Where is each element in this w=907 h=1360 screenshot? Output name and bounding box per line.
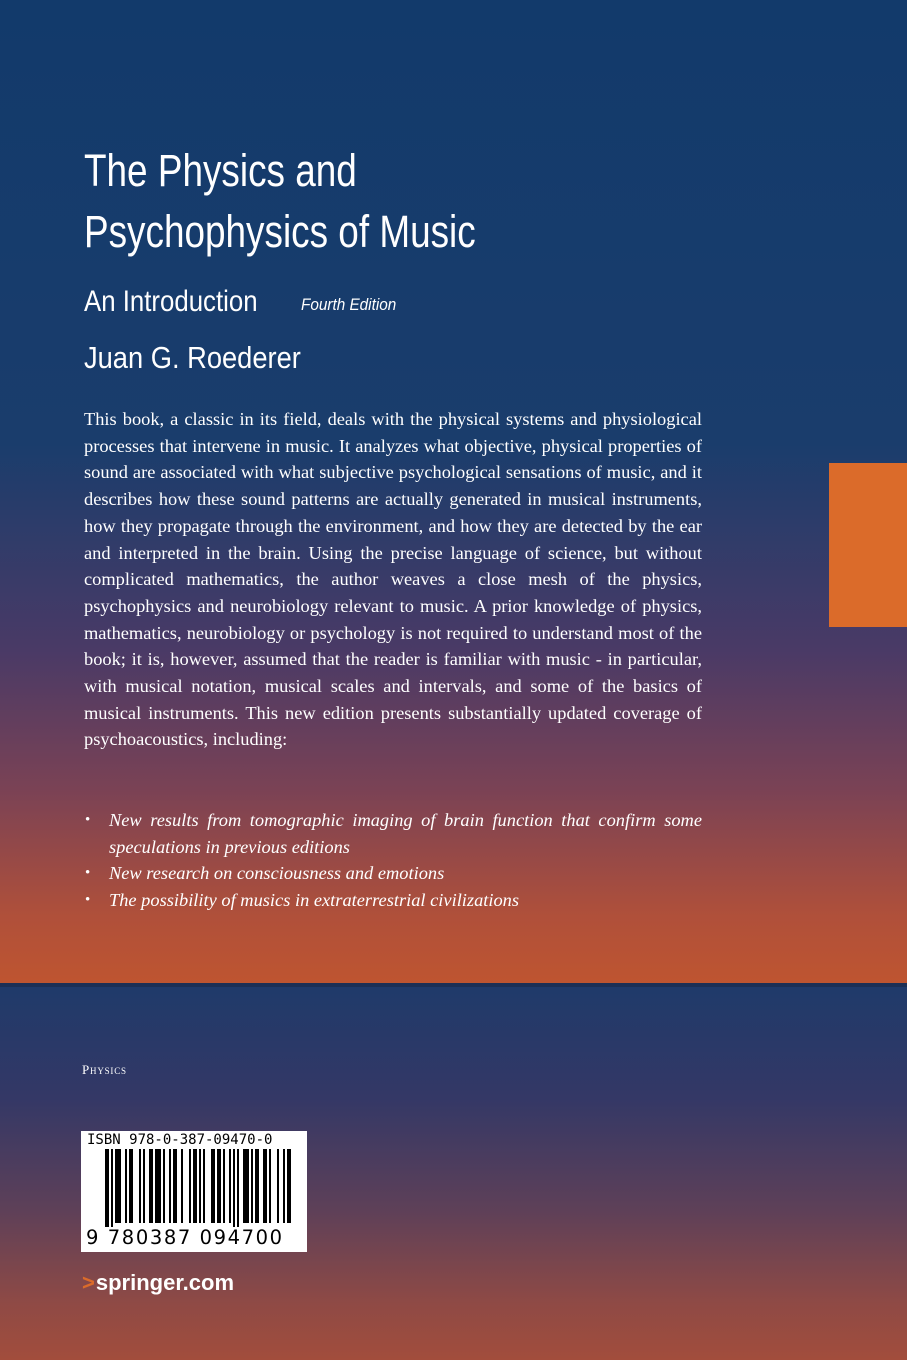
- barcode-bars: [105, 1149, 295, 1227]
- publisher-url[interactable]: [82, 1270, 234, 1296]
- barcode-bar: [229, 1149, 231, 1223]
- barcode-bar: [283, 1149, 285, 1223]
- edition-label: Fourth Edition: [301, 295, 397, 314]
- barcode-bar: [269, 1149, 271, 1223]
- barcode-bar: [263, 1149, 267, 1223]
- barcode-bar: [251, 1149, 253, 1223]
- barcode-bar: [223, 1149, 225, 1223]
- barcode-bar: [203, 1149, 205, 1223]
- barcode-bar: [189, 1149, 191, 1223]
- barcode-bar: [129, 1149, 133, 1223]
- barcode-bar: [111, 1149, 113, 1227]
- list-item: • New research on consciousness and emotions: [84, 860, 702, 887]
- panel-divider: [0, 983, 907, 987]
- barcode-bar: [255, 1149, 259, 1223]
- barcode-bar: [243, 1149, 249, 1223]
- title-line-2: Psychophysics of Music: [84, 206, 476, 257]
- title-line-1: The Physics and: [84, 145, 357, 196]
- orange-spine-tab: [829, 463, 907, 627]
- barcode-bar: [193, 1149, 197, 1223]
- barcode-bar: [233, 1149, 235, 1227]
- barcode-bar: [217, 1149, 221, 1223]
- barcode-bar: [125, 1149, 127, 1223]
- barcode-bar: [155, 1149, 161, 1223]
- barcode-bar: [105, 1149, 109, 1227]
- subject-category: Physics: [82, 1062, 127, 1077]
- barcode-bar: [149, 1149, 153, 1223]
- ean-digits: 9 780387 094700: [86, 1226, 284, 1249]
- barcode-bar: [181, 1149, 183, 1223]
- barcode-bar: [211, 1149, 215, 1223]
- book-title: [84, 140, 476, 262]
- barcode-bar: [163, 1149, 165, 1223]
- barcode-bar: [199, 1149, 201, 1223]
- list-item: • The possibility of musics in extraterrestrial civilizations: [84, 887, 702, 914]
- barcode-bar: [287, 1149, 291, 1223]
- barcode-bar: [115, 1149, 121, 1223]
- chevron-right-icon: >: [82, 1270, 95, 1295]
- isbn-number: ISBN 978-0-387-09470-0: [87, 1132, 273, 1148]
- isbn-barcode: [81, 1131, 307, 1252]
- list-item: • New results from tomographic imaging of brain function that confirm some speculations in previous editions: [84, 807, 702, 860]
- publisher-site: springer.com: [95, 1270, 235, 1295]
- barcode-bar: [143, 1149, 145, 1223]
- barcode-bar: [277, 1149, 279, 1223]
- barcode-bar: [237, 1149, 239, 1227]
- feature-list: [84, 807, 702, 914]
- author-name: Juan G. Roederer: [84, 340, 301, 375]
- book-subtitle: An Introduction: [84, 285, 258, 318]
- barcode-bar: [139, 1149, 141, 1223]
- barcode-bar: [173, 1149, 177, 1223]
- description-text: This book, a classic in its field, deals with the physical systems and physiological processes that intervene in music. It analyzes what objective, physical properties of sound are associated with what subjective psychological sensations of music, and it describes how these sound patterns are actually generated in musical instruments, how they propagate through the environment, and how they are detected by the ear and interpreted in the brain. Using the precise language of science, but without complicated mathematics, the author weaves a close mesh of the physics, psychophysics and neurobiology relevant to music. A prior knowledge of physics, mathematics, neurobiology or psychology is not required to understand most of the book; it is, however, assumed that the reader is familiar with music - in particular, with musical notation, musical scales and intervals, and some of the basics of musical instruments. This new edition presents substantially updated coverage of psychoacoustics, including:: [84, 409, 702, 750]
- barcode-bar: [169, 1149, 171, 1223]
